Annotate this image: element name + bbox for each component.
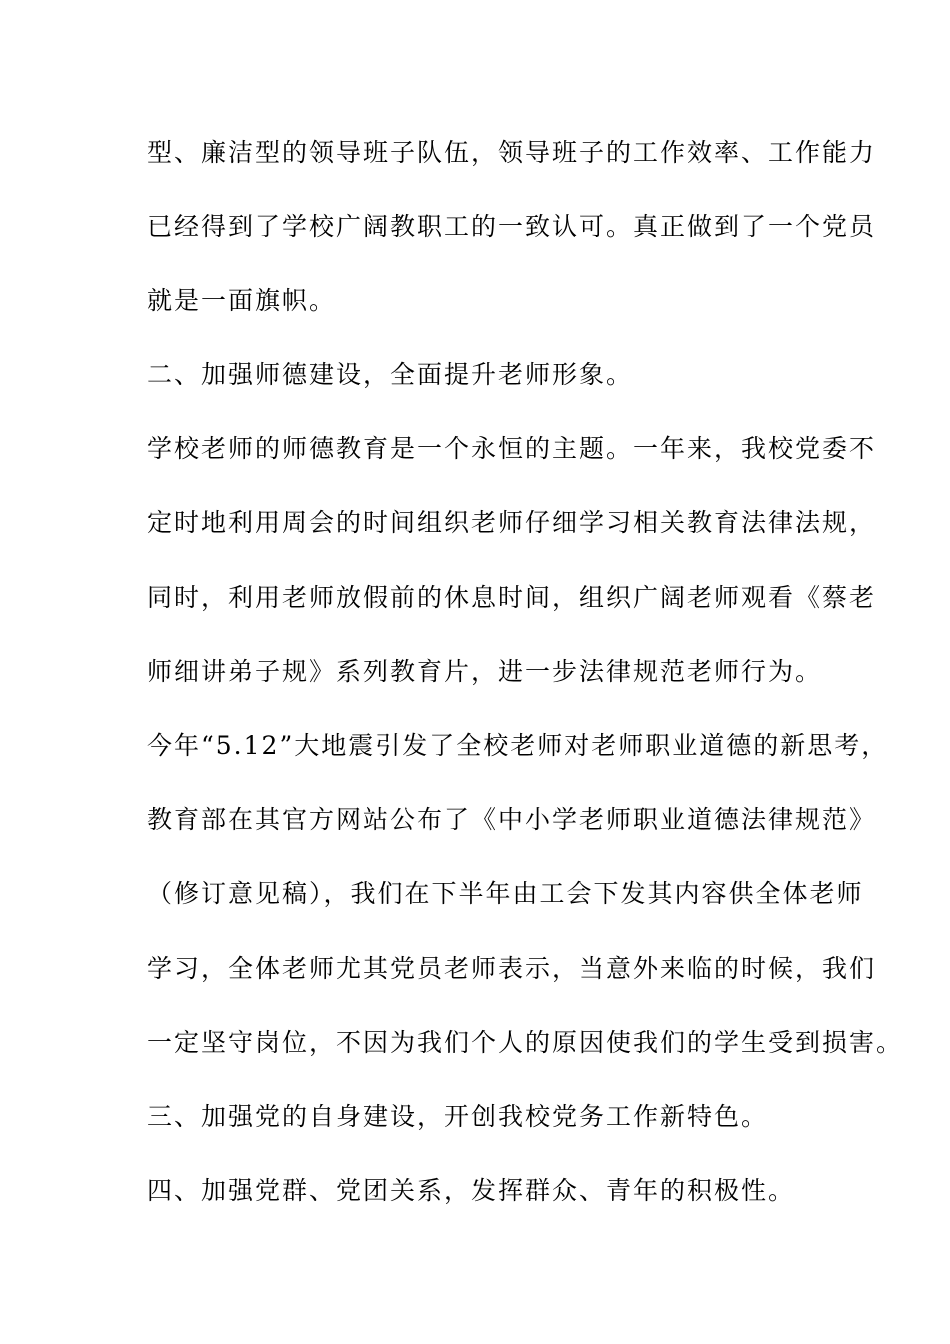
paragraph-line: 已经得到了学校广阔教职工的一致认可。真正做到了一个党员 (147, 212, 877, 241)
section-heading: 三、加强党的自身建设，开创我校党务工作新特色。 (147, 1102, 769, 1131)
paragraph-line: 就是一面旗帜。 (147, 286, 337, 315)
paragraph-line: 教育部在其官方网站公布了《中小学老师职业道德法律规范》 (147, 805, 877, 834)
paragraph-line: 学习，全体老师尤其党员老师表示，当意外来临的时候，我们 (147, 954, 877, 983)
paragraph-line: 同时，利用老师放假前的休息时间，组织广阔老师观看《蔡老 (147, 583, 877, 612)
paragraph-line: 定时地利用周会的时间组织老师仔细学习相关教育法律法规， (147, 508, 877, 537)
paragraph-line: 一定坚守岗位，不因为我们个人的原因使我们的学生受到损害。 (147, 1028, 904, 1057)
section-heading: 二、加强师德建设，全面提升老师形象。 (147, 360, 634, 389)
paragraph-line: 今年“5.12”大地震引发了全校老师对老师职业道德的新思考， (147, 731, 889, 760)
section-heading: 四、加强党群、党团关系，发挥群众、青年的积极性。 (147, 1176, 796, 1205)
paragraph-line: （修订意见稿），我们在下半年由工会下发其内容供全体老师 (147, 879, 864, 908)
paragraph-line: 型、廉洁型的领导班子队伍，领导班子的工作效率、工作能力 (147, 138, 877, 167)
paragraph-line: 师细讲弟子规》系列教育片，进一步法律规范老师行为。 (147, 657, 823, 686)
paragraph-line: 学校老师的师德教育是一个永恒的主题。一年来，我校党委不 (147, 434, 877, 463)
